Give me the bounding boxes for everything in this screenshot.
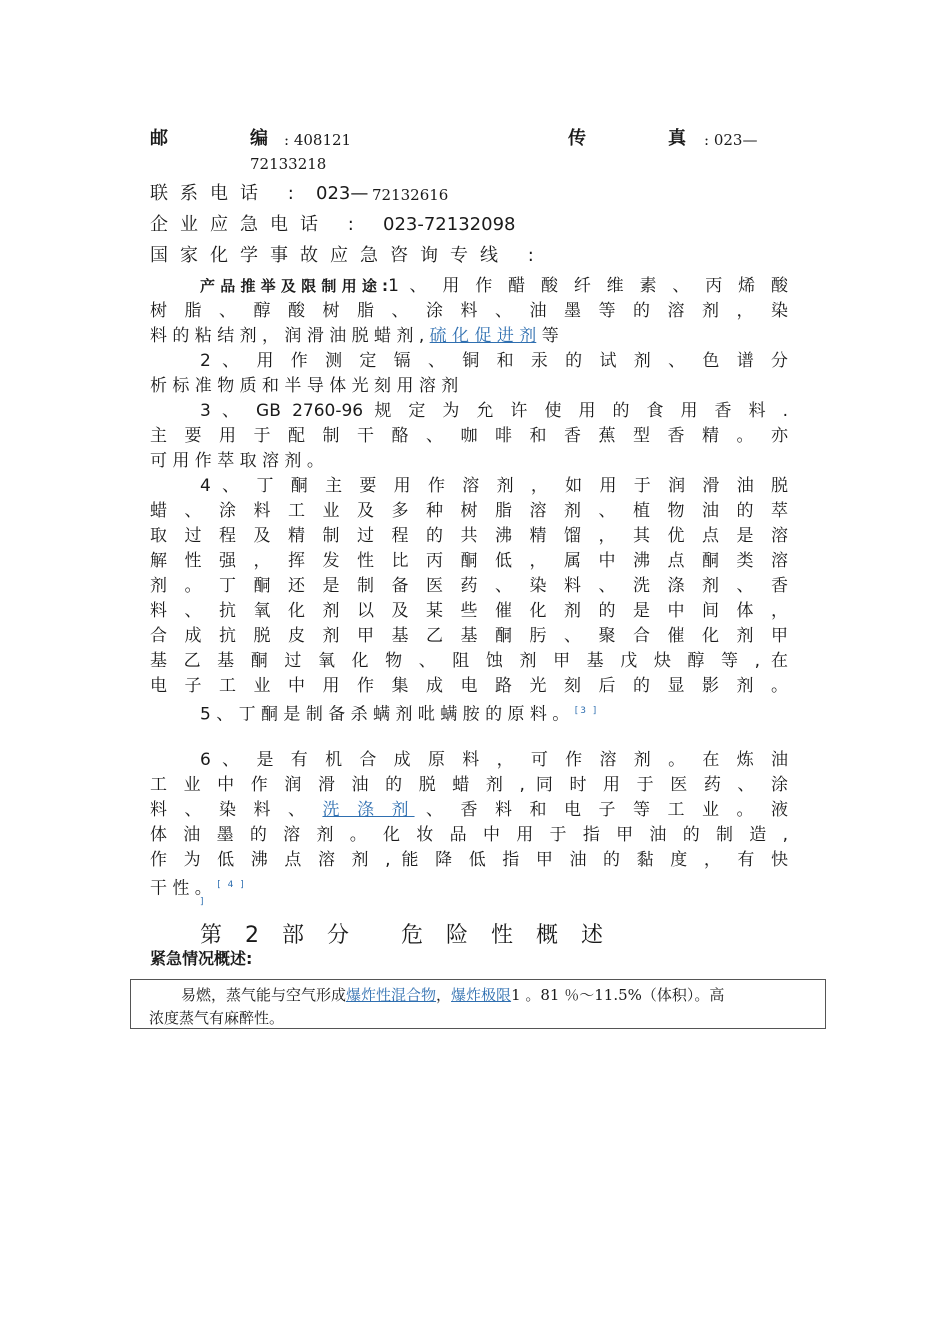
phone-prefix: 023— bbox=[316, 183, 369, 204]
usage-line: 基 乙 基 酮 过 氧 化 物 、 阻 蚀 剂 甲 基 戊 炔 醇 等 , 在 bbox=[150, 651, 788, 671]
overview-text: 易燃，蒸气能与空气形成 bbox=[181, 986, 347, 1004]
usage-line: 电 子 工 业 中 用 作 集 成 电 路 光 刻 后 的 显 影 剂 。 bbox=[150, 676, 788, 696]
usage-line bbox=[200, 274, 788, 299]
usage-line: 剂 。 丁 酮 还 是 制 备 医 药 、 染 料 、 洗 涤 剂 、 香 bbox=[150, 576, 788, 596]
reference-3[interactable]: [3 ] bbox=[574, 706, 599, 716]
fax-value: : 023— bbox=[704, 131, 758, 149]
postcode-label-1: 邮 bbox=[150, 128, 168, 149]
emergency-overview-heading: 紧急情况概述: bbox=[150, 949, 253, 968]
usage-line: 主 要 用 于 配 制 干 酪 、 咖 啡 和 香 蕉 型 香 精 。 亦 bbox=[150, 426, 788, 446]
usage-line bbox=[150, 798, 788, 823]
national-hotline-label: 国家化学事故应急咨询专线 : bbox=[150, 245, 546, 266]
usage-line bbox=[150, 324, 788, 349]
usage-line: 3 、 GB 2760-96 规 定 为 允 许 使 用 的 食 用 香 料 . bbox=[200, 401, 788, 421]
usage-line: 4 、 丁 酮 主 要 用 作 溶 剂 ， 如 用 于 润 滑 油 脱 bbox=[200, 476, 788, 496]
emergency-value: 023-72132098 bbox=[383, 214, 516, 235]
emergency-label: 企业应急电话 : bbox=[150, 214, 366, 235]
fax-label-2: 真 bbox=[668, 128, 686, 149]
usage-line: 蜡 、 涂 料 工 业 及 多 种 树 脂 溶 剂 、 植 物 油 的 萃 bbox=[150, 501, 788, 521]
usage-text: 、 香 料 和 电 子 等 工 业 。 液 bbox=[426, 800, 788, 820]
detergent-link[interactable]: 洗 涤 剂 bbox=[322, 800, 415, 820]
fax-label-1: 传 bbox=[568, 128, 586, 149]
usage-line: 可 用 作 萃 取 溶 剂 。 bbox=[150, 451, 324, 471]
usage-line: 取 过 程 及 精 制 过 程 的 共 沸 精 馏 ， 其 优 点 是 溶 bbox=[150, 526, 788, 546]
usage-line: 合 成 抗 脱 皮 剂 甲 基 乙 基 酮 肟 、 聚 合 催 化 剂 甲 bbox=[150, 626, 788, 646]
usage-line: 解 性 强 ， 挥 发 性 比 丙 酮 低 ， 属 中 沸 点 酮 类 溶 bbox=[150, 551, 788, 571]
vulcanization-accelerator-link[interactable]: 硫 化 促 进 剂 bbox=[429, 326, 537, 346]
usage-line: 树 脂 、 醇 酸 树 脂 、 涂 料 、 油 墨 等 的 溶 剂 ， 染 bbox=[150, 301, 788, 321]
overview-text: ， bbox=[436, 986, 452, 1004]
explosive-mixture-link[interactable]: 爆炸性混合物 bbox=[346, 986, 437, 1004]
usage-line: 6 、 是 有 机 合 成 原 料 ， 可 作 溶 剂 。 在 炼 油 bbox=[200, 750, 788, 770]
explosion-limit-link[interactable]: 爆炸极限 bbox=[451, 986, 512, 1004]
usage-text: 等 bbox=[541, 326, 559, 346]
usage-line: 析 标 准 物 质 和 半 导 体 光 刻 用 溶 剂 bbox=[150, 376, 459, 396]
reference-4[interactable]: [ 4 ] bbox=[217, 880, 246, 890]
phone-number: 72132616 bbox=[372, 186, 449, 204]
phone-label: 联系电话 : bbox=[150, 183, 306, 204]
emergency-overview-box bbox=[130, 979, 826, 1029]
postcode-label-2: 编 bbox=[250, 128, 268, 149]
usage-text: 料 的 粘 结 剂 ， 润 滑 油 脱 蜡 剂 , bbox=[150, 326, 425, 346]
reference-4-tail: ] bbox=[200, 897, 204, 907]
overview-text: 1 。81 ％～11.5%（体积）。高 bbox=[511, 986, 725, 1004]
usage-line: 作 为 低 沸 点 溶 剂 , 能 降 低 指 甲 油 的 黏 度 ， 有 快 bbox=[150, 850, 788, 870]
usage-text: 干 性 。 bbox=[150, 878, 212, 899]
usage-line: 2 、 用 作 测 定 镉 、 铜 和 汞 的 试 剂 、 色 谱 分 bbox=[200, 351, 788, 371]
usage-text: 料 、 染 料 、 bbox=[150, 800, 312, 820]
usage-line bbox=[150, 873, 788, 902]
usage-text: 1 、 用 作 醋 酸 纤 维 素 、 丙 烯 酸 bbox=[388, 276, 788, 296]
usage-line: 料 、 抗 氧 化 剂 以 及 某 些 催 化 剂 的 是 中 间 体 ， bbox=[150, 601, 788, 621]
overview-text: 浓度蒸气有麻醉性。 bbox=[149, 1009, 285, 1027]
usage-line: 工 业 中 作 润 滑 油 的 脱 蜡 剂 , 同 时 用 于 医 药 、 涂 bbox=[150, 775, 788, 795]
usage-heading: 产品推举及限制用途: bbox=[200, 277, 389, 295]
usage-line: 体 油 墨 的 溶 剂 。 化 妆 品 中 用 于 指 甲 油 的 制 造 , bbox=[150, 825, 788, 845]
postcode-value: : 408121 bbox=[284, 131, 352, 149]
section-number: 第 2 部 分 bbox=[200, 923, 357, 948]
usage-text: 5 、 丁 酮 是 制 备 杀 螨 剂 吡 螨 胺 的 原 料 。 bbox=[200, 704, 570, 725]
section-2-heading bbox=[200, 918, 611, 949]
usage-line bbox=[200, 699, 788, 728]
section-title: 危 险 性 概 述 bbox=[400, 923, 611, 948]
fax-value-cont: 72133218 bbox=[250, 155, 327, 173]
